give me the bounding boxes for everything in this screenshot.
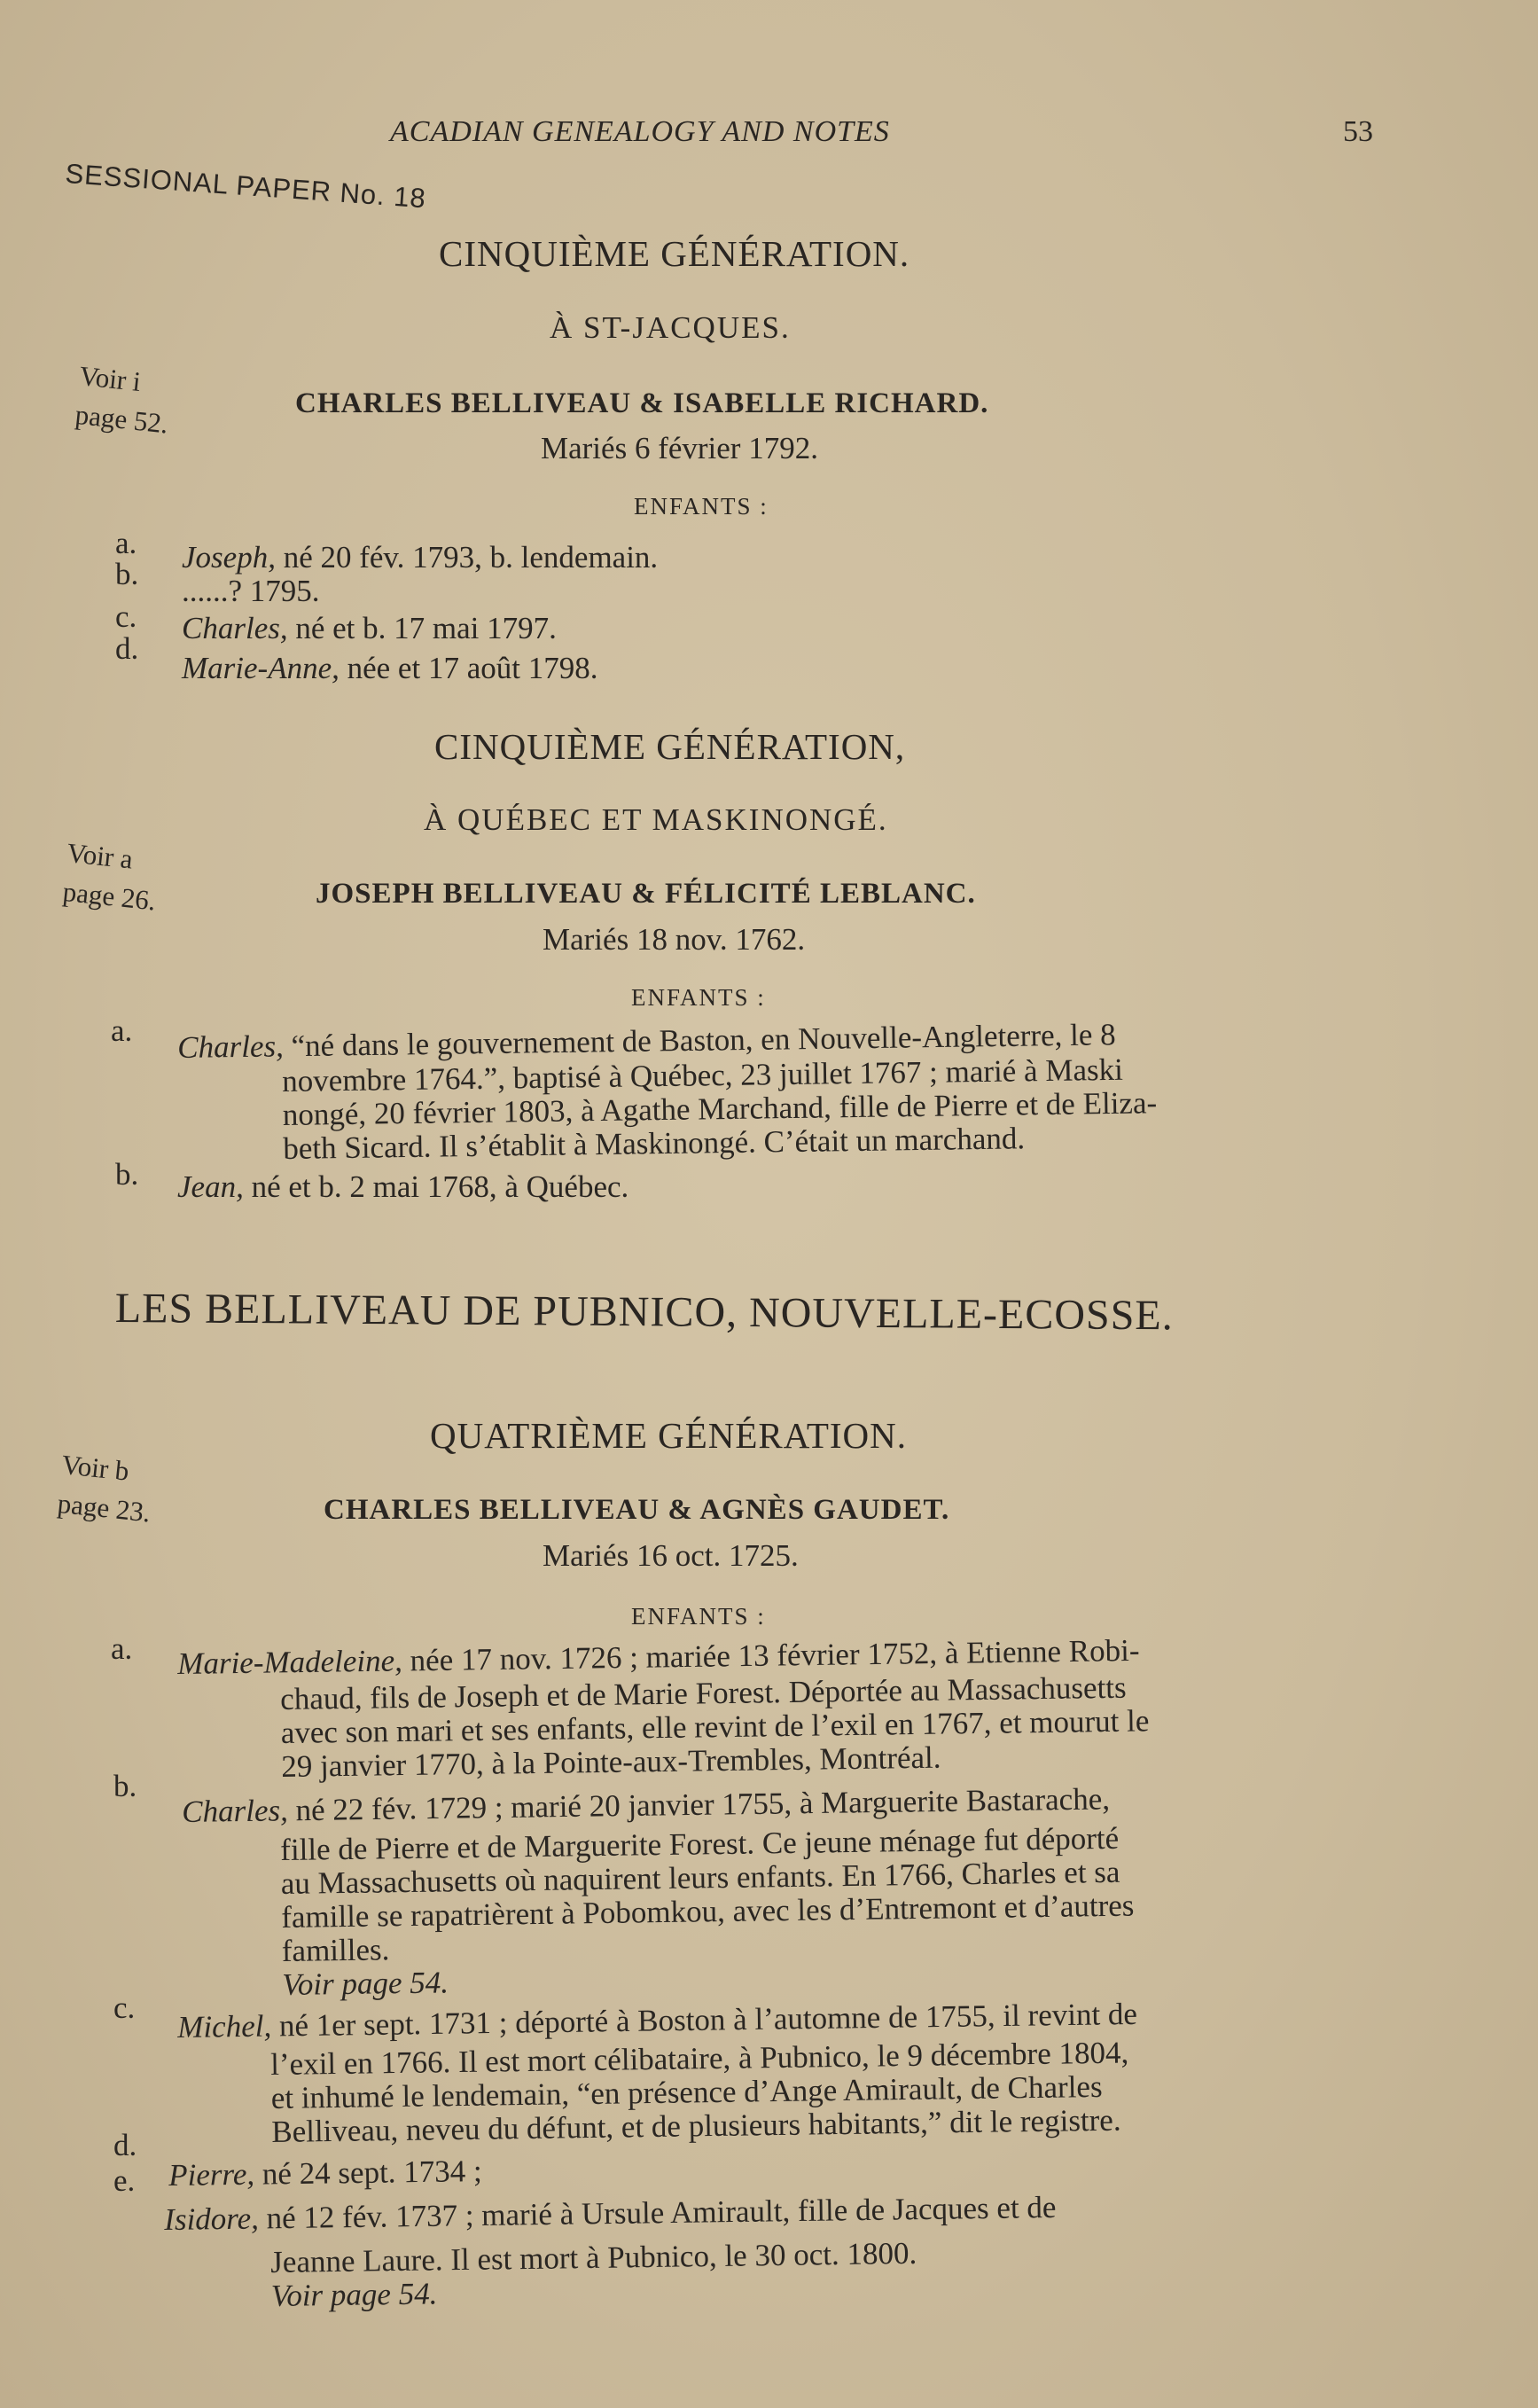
child-letter: c. [115, 599, 137, 634]
marriage-date: Mariés 16 oct. 1725. [543, 1538, 799, 1573]
child-letter: a. [111, 1013, 133, 1048]
child-entry-continuation: novembre 1764.”, baptisé à Québec, 23 juillet 1767 ; marié à Maski nongé, 20 février 1803, à Agathe Marchand, fille de Pierre et de Eliza- beth Sicard. Il s’établit à Maskinongé. C’était un marchand. [281, 1052, 1158, 1166]
place-heading: À QUÉBEC ET MASKINONGÉ. [424, 802, 888, 837]
child-entry: Isidore, né 12 fév. 1737 ; marié à Ursule Amirault, fille de Jacques et de [163, 2189, 1057, 2237]
child-entry-continuation: Jeanne Laure. Il est mort à Pubnico, le 30 oct. 1800. Voir page 54. [269, 2235, 917, 2313]
child-entry: Charles, né et b. 17 mai 1797. [182, 611, 557, 645]
child-letter: d. [113, 2128, 137, 2162]
section-title: LES BELLIVEAU DE PUBNICO, NOUVELLE-ECOSSE. [114, 1285, 1174, 1340]
child-entry: Pierre, né 24 sept. 1734 ; [168, 2154, 483, 2193]
marriage-date: Mariés 18 nov. 1762. [543, 922, 806, 957]
child-letter: b. [113, 1769, 137, 1803]
child-entry: Marie-Anne, née et 17 août 1798. [182, 651, 598, 685]
child-entry: ......? 1795. [182, 574, 320, 608]
generation-heading: CINQUIÈME GÉNÉRATION, [434, 726, 906, 767]
child-entry: Charles, né 22 fév. 1729 ; marié 20 janvier 1755, à Marguerite Bastarache, [181, 1781, 1111, 1829]
children-heading: ENFANTS : [634, 493, 769, 520]
child-letter: d. [115, 631, 139, 666]
child-letter: e. [113, 2163, 136, 2198]
child-letter: b. [115, 1157, 139, 1192]
margin-reference: Voir a page 26. [61, 836, 158, 917]
child-entry-continuation: l’exil en 1766. Il est mort célibataire, à Pubnico, le 9 décembre 1804, et inhumé le lendemain, “en présence d’Ange Amirault, de Charles Belliveau, neveu du défunt, et de plusieurs habitants,” dit le registre. [269, 2035, 1129, 2149]
margin-reference: Voir i page 52. [74, 359, 170, 440]
margin-reference: Voir b page 23. [56, 1448, 152, 1528]
couple-heading: CHARLES BELLIVEAU & AGNÈS GAUDET. [324, 1494, 950, 1526]
page-number: 53 [1343, 115, 1373, 148]
couple-heading: JOSEPH BELLIVEAU & FÉLICITÉ LEBLANC. [316, 878, 976, 910]
generation-heading: QUATRIÈME GÉNÉRATION. [430, 1415, 908, 1456]
child-letter: a. [111, 1631, 133, 1666]
child-entry: Charles, “né dans le gouvernement de Baston, en Nouvelle-Angleterre, le 8 [176, 1017, 1116, 1065]
children-heading: ENFANTS : [631, 1603, 766, 1630]
couple-heading: CHARLES BELLIVEAU & ISABELLE RICHARD. [295, 387, 989, 419]
generation-heading: CINQUIÈME GÉNÉRATION. [439, 233, 910, 274]
child-entry: Jean, né et b. 2 mai 1768, à Québec. [177, 1169, 629, 1204]
child-entry-continuation: chaud, fils de Joseph et de Marie Forest. Déportée au Massachusetts avec son mari et ses enfants, elle revint de l’exil en 1767, et mourut le 29 janvier 1770, à la Pointe-aux-Trembles, Montréal. [279, 1669, 1150, 1784]
child-letter: a. [115, 526, 137, 560]
children-heading: ENFANTS : [631, 984, 766, 1011]
child-entry: Marie-Madeleine, née 17 nov. 1726 ; mariée 13 février 1752, à Etienne Robi- [176, 1632, 1140, 1681]
running-head: ACADIAN GENEALOGY AND NOTES [390, 115, 890, 148]
child-entry-continuation: fille de Pierre et de Marguerite Forest. Ce jeune ménage fut déporté au Massachusetts où naquirent leurs enfants. En 1766, Charles et sa famille se rapatrièrent à Pobomkou, avec les d’Entremont et d’autres familles. Voir page 54. [279, 1820, 1135, 2002]
child-letter: b. [115, 557, 139, 591]
marriage-date: Mariés 6 février 1792. [541, 431, 818, 465]
child-entry: Michel, né 1er sept. 1731 ; déporté à Boston à l’automne de 1755, il revint de [176, 1996, 1138, 2044]
child-letter: c. [113, 1990, 136, 2025]
child-entry: Joseph, né 20 fév. 1793, b. lendemain. [182, 540, 659, 575]
sessional-paper-label: SESSIONAL PAPER No. 18 [64, 158, 427, 215]
place-heading: À ST-JACQUES. [550, 310, 791, 345]
